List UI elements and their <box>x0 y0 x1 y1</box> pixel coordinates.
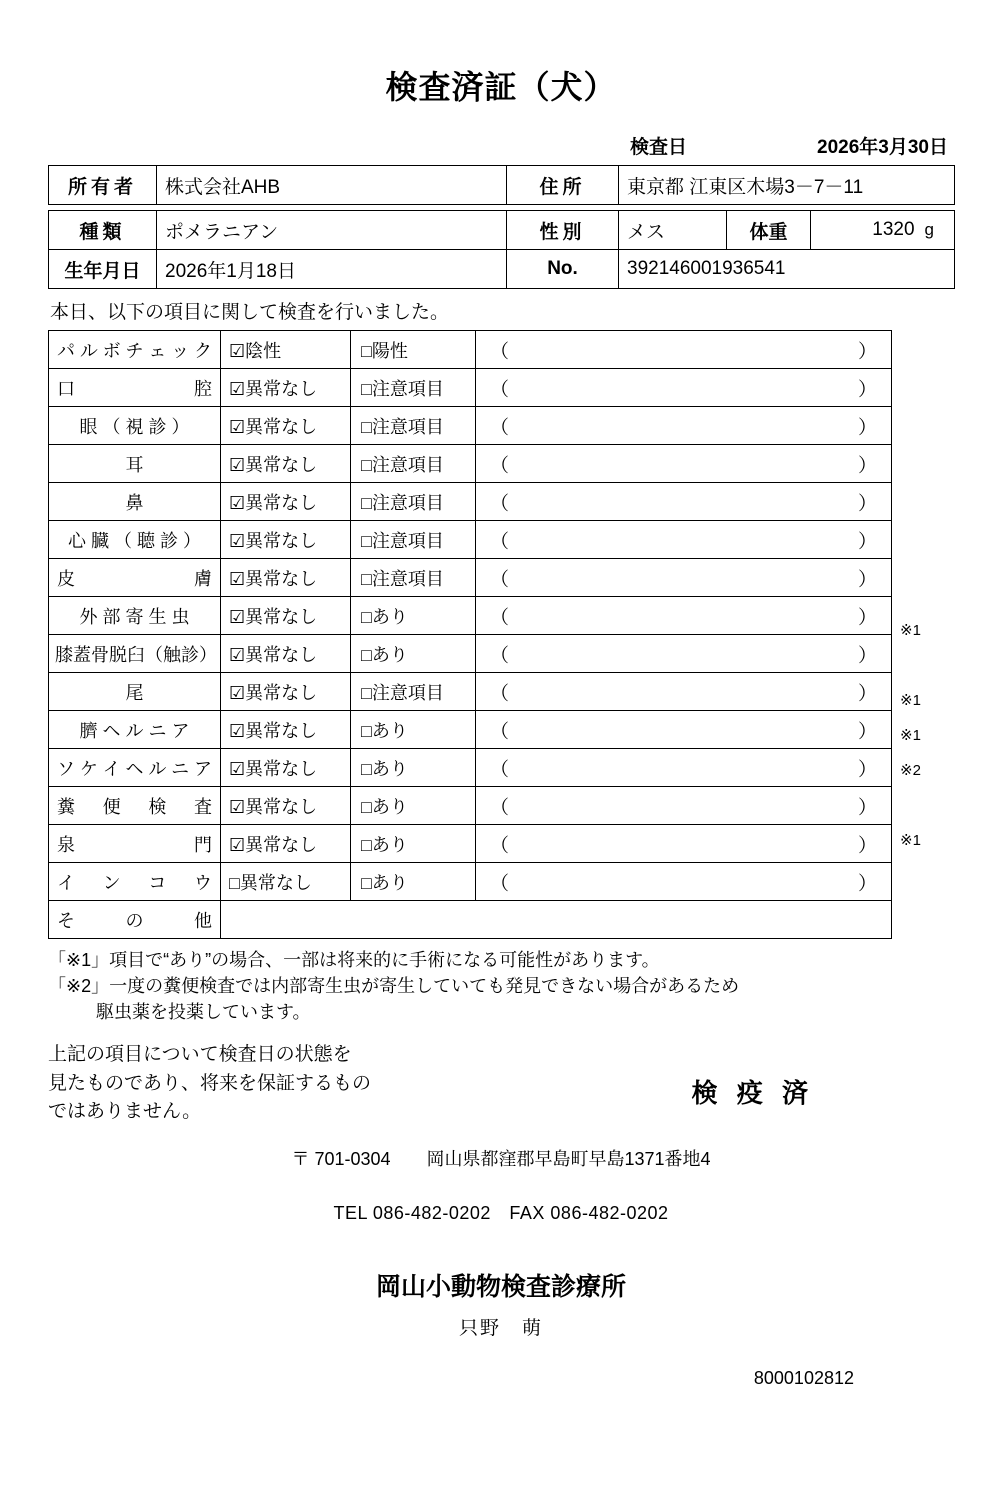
inspection-item-label: 臍 ヘ ル ニ ア <box>49 711 221 749</box>
table-row <box>49 369 892 407</box>
inspection-option-secondary[interactable]: □あり <box>351 787 476 825</box>
inspection-option-secondary[interactable]: □陽性 <box>351 331 476 369</box>
inspection-note-field[interactable]: （ ） <box>476 863 892 901</box>
table-row <box>49 863 892 901</box>
birthdate-value: 2026年1月18日 <box>157 250 507 289</box>
inspection-option-secondary[interactable]: □あり <box>351 863 476 901</box>
address-label: 住所 <box>507 166 619 205</box>
inspection-note-field[interactable]: （ ） <box>476 483 892 521</box>
page-title: 検査済証（犬） <box>385 69 617 105</box>
breed-label: 種類 <box>49 211 157 250</box>
disclaimer-line-1: 上記の項目について検査日の状態を <box>48 1044 352 1066</box>
inspection-option-secondary[interactable]: □注意項目 <box>351 445 476 483</box>
inspection-option-secondary[interactable]: □注意項目 <box>351 673 476 711</box>
inspection-item-label: 口 腔 <box>49 369 221 407</box>
inspection-footnote-marker: ※1 <box>900 622 921 639</box>
inspection-option-primary[interactable]: ☑異常なし <box>221 483 351 521</box>
inspection-option-primary[interactable]: ☑異常なし <box>221 787 351 825</box>
inspection-item-label: 糞 便 検 査 <box>49 787 221 825</box>
inspection-section <box>48 330 954 939</box>
inspection-option-primary[interactable]: ☑異常なし <box>221 635 351 673</box>
inspection-note-field[interactable]: （ ） <box>476 597 892 635</box>
inspection-note-field[interactable]: （ ） <box>476 825 892 863</box>
inspection-option-primary[interactable]: ☑異常なし <box>221 749 351 787</box>
table-row <box>49 521 892 559</box>
breed-value: ポメラニアン <box>157 211 507 250</box>
footer-section <box>48 1041 954 1461</box>
quarantine-stamp: 検 疫 済 <box>691 1078 814 1109</box>
inspection-option-secondary[interactable]: □あり <box>351 635 476 673</box>
weight-label: 体重 <box>727 211 811 250</box>
footnotes <box>48 947 954 1025</box>
inspection-item-label: 耳 <box>49 445 221 483</box>
inspection-option-primary[interactable]: ☑異常なし <box>221 407 351 445</box>
inspection-option-primary[interactable]: ☑異常なし <box>221 673 351 711</box>
inspection-item-label: 尾 <box>49 673 221 711</box>
table-row <box>49 559 892 597</box>
clinic-address: 〒 701-0304 岡山県都窪郡早島町早島1371番地4 <box>291 1148 711 1169</box>
table-row <box>49 407 892 445</box>
owner-label: 所有者 <box>49 166 157 205</box>
inspection-option-secondary[interactable]: □注意項目 <box>351 559 476 597</box>
table-row <box>49 211 955 250</box>
inspection-note-field[interactable]: （ ） <box>476 445 892 483</box>
inspection-note-field[interactable]: （ ） <box>476 711 892 749</box>
sex-value: メス <box>619 211 727 250</box>
inspection-other-field[interactable] <box>221 901 892 939</box>
table-row <box>49 445 892 483</box>
table-row <box>49 166 955 205</box>
inspection-item-label: 膝蓋骨脱臼（触診） <box>49 635 221 673</box>
exam-date-value: 2026年3月30日 <box>817 137 948 158</box>
disclaimer <box>48 1041 468 1127</box>
disclaimer-line-3: ではありません。 <box>48 1101 202 1123</box>
inspection-option-primary[interactable]: ☑異常なし <box>221 521 351 559</box>
footnote-2-cont: 駆虫薬を投薬しています。 <box>96 1002 311 1023</box>
clinic-contact: TEL 086-482-0202 FAX 086-482-0202 <box>333 1202 669 1223</box>
inspection-footnote-marker: ※1 <box>900 727 921 744</box>
birthdate-label: 生年月日 <box>49 250 157 289</box>
inspection-option-primary[interactable]: ☑異常なし <box>221 369 351 407</box>
owner-info-table <box>48 165 955 205</box>
table-row <box>49 483 892 521</box>
inspection-option-secondary[interactable]: □あり <box>351 825 476 863</box>
inspection-option-primary[interactable]: ☑異常なし <box>221 711 351 749</box>
table-row <box>49 825 892 863</box>
animal-info-table <box>48 210 955 289</box>
inspection-item-label: 外 部 寄 生 虫 <box>49 597 221 635</box>
weight-value: 1320 <box>872 219 915 240</box>
inspection-note-field[interactable]: （ ） <box>476 749 892 787</box>
sex-label: 性別 <box>507 211 619 250</box>
inspection-option-secondary[interactable]: □注意項目 <box>351 483 476 521</box>
veterinarian-name: 只野 萌 <box>458 1317 543 1339</box>
registration-no-value: 392146001936541 <box>619 250 955 289</box>
inspection-table <box>48 330 892 939</box>
certificate-page <box>0 62 1002 1488</box>
inspection-note-field[interactable]: （ ） <box>476 407 892 445</box>
inspection-option-secondary[interactable]: □注意項目 <box>351 521 476 559</box>
inspection-note-field[interactable]: （ ） <box>476 369 892 407</box>
inspection-note-field[interactable]: （ ） <box>476 521 892 559</box>
inspection-note-field[interactable]: （ ） <box>476 635 892 673</box>
table-row <box>49 901 892 939</box>
inspection-note-field[interactable]: （ ） <box>476 673 892 711</box>
inspection-option-secondary[interactable]: □あり <box>351 711 476 749</box>
inspection-item-label: 眼 （ 視 診 ） <box>49 407 221 445</box>
inspection-option-secondary[interactable]: □注意項目 <box>351 407 476 445</box>
owner-value: 株式会社AHB <box>157 166 507 205</box>
serial-number: 8000102812 <box>753 1367 854 1388</box>
inspection-item-label: 心 臓 （ 聴 診 ） <box>49 521 221 559</box>
inspection-item-label: パ ル ボ チ ェ ッ ク <box>49 331 221 369</box>
disclaimer-line-2: 見たものであり、将来を保証するもの <box>48 1072 372 1094</box>
exam-date-row <box>48 132 954 159</box>
registration-no-label: No. <box>507 250 619 289</box>
clinic-name: 岡山小動物検査診療所 <box>375 1272 626 1301</box>
intro-text: 本日、以下の項目に関して検査を行いました。 <box>50 302 450 323</box>
table-row <box>49 787 892 825</box>
weight-unit: g <box>924 220 934 239</box>
table-row <box>49 331 892 369</box>
inspection-footnote-marker: ※1 <box>900 832 921 849</box>
inspection-item-label: 鼻 <box>49 483 221 521</box>
table-row <box>49 673 892 711</box>
weight-value-cell <box>811 211 955 250</box>
inspection-option-primary[interactable]: ☑異常なし <box>221 597 351 635</box>
inspection-note-field[interactable]: （ ） <box>476 787 892 825</box>
inspection-option-secondary[interactable]: □注意項目 <box>351 369 476 407</box>
footnote-2: 「※2」一度の糞便検査では内部寄生虫が寄生していても発見できない場合があるため <box>48 976 740 997</box>
inspection-option-secondary[interactable]: □あり <box>351 597 476 635</box>
inspection-option-secondary[interactable]: □あり <box>351 749 476 787</box>
inspection-note-field[interactable]: （ ） <box>476 559 892 597</box>
footnote-1: 「※1」項目で“あり”の場合、一部は将来的に手術になる可能性があります。 <box>48 950 660 970</box>
table-row <box>49 749 892 787</box>
inspection-item-label: 皮 膚 <box>49 559 221 597</box>
inspection-item-label: そ の 他 <box>49 901 221 939</box>
inspection-footnote-marker: ※1 <box>900 692 921 709</box>
inspection-option-primary[interactable]: ☑異常なし <box>221 559 351 597</box>
table-row <box>49 635 892 673</box>
inspection-option-primary[interactable]: ☑陰性 <box>221 331 351 369</box>
exam-date-label: 検査日 <box>630 137 688 158</box>
table-row <box>49 597 892 635</box>
inspection-item-label: ソ ケ イ ヘ ル ニ ア <box>49 749 221 787</box>
inspection-option-primary[interactable]: □異常なし <box>221 863 351 901</box>
inspection-item-label: 泉 門 <box>49 825 221 863</box>
table-row <box>49 711 892 749</box>
inspection-footnote-marker: ※2 <box>900 762 921 779</box>
inspection-item-label: イ ン コ ウ <box>49 863 221 901</box>
inspection-option-primary[interactable]: ☑異常なし <box>221 445 351 483</box>
inspection-note-field[interactable]: （ ） <box>476 331 892 369</box>
address-value: 東京都 江東区木場3－7－11 <box>619 166 955 205</box>
table-row <box>49 250 955 289</box>
inspection-option-primary[interactable]: ☑異常なし <box>221 825 351 863</box>
